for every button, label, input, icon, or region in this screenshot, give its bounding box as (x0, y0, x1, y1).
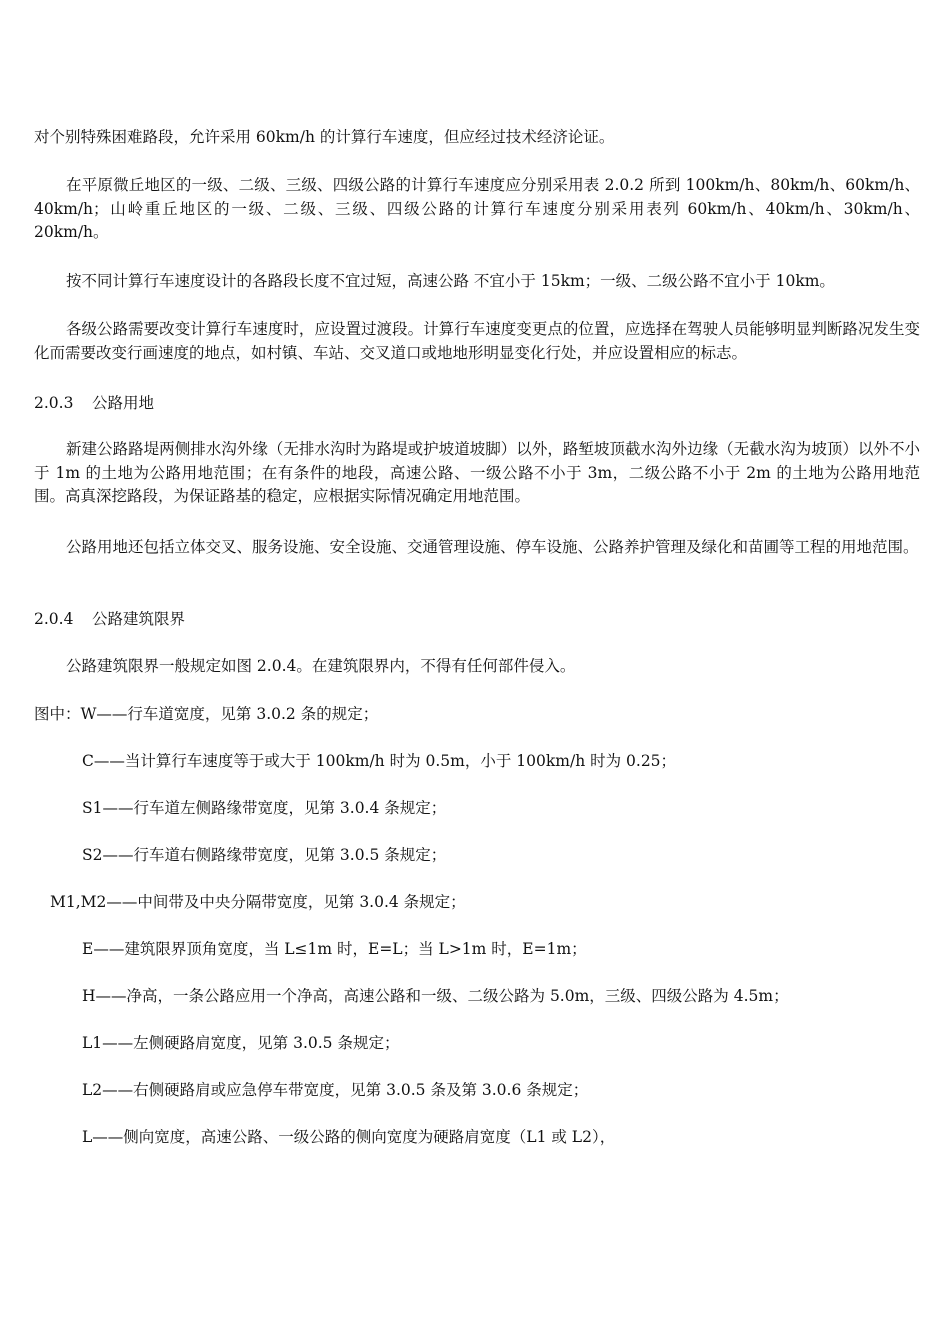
section-number: 2.0.3 (34, 394, 74, 412)
legend-item-l2: L2——右侧硬路肩或应急停车带宽度，见第 3.0.5 条及第 3.0.6 条规定； (82, 1081, 589, 1099)
legend-item-h: H——净高，一条公路应用一个净高，高速公路和一级、二级公路为 5.0m，三级、四级公路为 4.5m； (82, 987, 789, 1005)
section-title: 公路用地 (92, 394, 155, 412)
section-number: 2.0.4 (34, 610, 74, 628)
paragraph-clearance-rule: 公路建筑限界一般规定如图 2.0.4。在建筑限界内，不得有任何部件侵入。 (66, 657, 576, 675)
paragraph-speed-exception: 对个别特殊困难路段，允许采用 60km/h 的计算行车速度，但应经过技术经济论证。 (34, 128, 615, 146)
section-title: 公路建筑限界 (92, 610, 186, 628)
legend-item-e: E——建筑限界顶角宽度，当 L≤1m 时，E=L；当 L>1m 时，E=1m； (82, 940, 587, 958)
legend-item-c: C——当计算行车速度等于或大于 100km/h 时为 0.5m，小于 100km/h 时为 0.25； (82, 752, 677, 770)
paragraph-land-boundary: 新建公路路堤两侧排水沟外缘（无排水沟时为路堤或护坡道坡脚）以外，路堑坡顶截水沟外边缘（无截水沟为坡顶）以外不小于 1m 的土地为公路用地范围；在有条件的地段，高速公路、一级公路不小于 3m，二级公路不小于 2m 的土地为公路用地范围。高真深挖路段，为保证路基的稳定，应根据实际情况确定用地范围。 (34, 440, 920, 505)
legend-item-s1: S1——行车道左侧路缘带宽度，见第 3.0.4 条规定； (82, 799, 447, 817)
section-heading-land-use (34, 392, 154, 414)
paragraph-design-speeds: 在平原微丘地区的一级、二级、三级、四级公路的计算行车速度应分别采用表 2.0.2 所到 100km/h、80km/h、60km/h、40km/h；山岭重丘地区的一级、二级、三级、四级公路的计算行车速度分别采用表列 60km/h、40km/h、30km/h、20km/h。 (34, 176, 920, 241)
legend-item-l1: L1——左侧硬路肩宽度，见第 3.0.5 条规定； (82, 1034, 400, 1052)
legend-intro: 图中：W——行车道宽度，见第 3.0.2 条的规定； (34, 705, 379, 723)
legend-item-s2: S2——行车道右侧路缘带宽度，见第 3.0.5 条规定； (82, 846, 447, 864)
paragraph-section-length: 按不同计算行车速度设计的各路段长度不宜过短，高速公路 不宜小于 15km；一级、二级公路不宜小于 10km。 (66, 272, 835, 290)
paragraph-land-scope: 公路用地还包括立体交叉、服务设施、安全设施、交通管理设施、停车设施、公路养护管理及绿化和苗圃等工程的用地范围。 (66, 538, 919, 556)
legend-item-m1-m2: M1,M2——中间带及中央分隔带宽度，见第 3.0.4 条规定； (50, 893, 466, 911)
legend-item-l: L——侧向宽度，高速公路、一级公路的侧向宽度为硬路肩宽度（L1 或 L2）， (82, 1128, 616, 1146)
paragraph-transition-section: 各级公路需要改变计算行车速度时，应设置过渡段。计算行车速度变更点的位置，应选择在驾驶人员能够明显判断路况发生变化而需要改变行画速度的地点，如村镇、车站、交叉道口或地地形明显变化行处，并应设置相应的标志。 (34, 320, 920, 362)
section-heading-clearance (34, 608, 185, 630)
